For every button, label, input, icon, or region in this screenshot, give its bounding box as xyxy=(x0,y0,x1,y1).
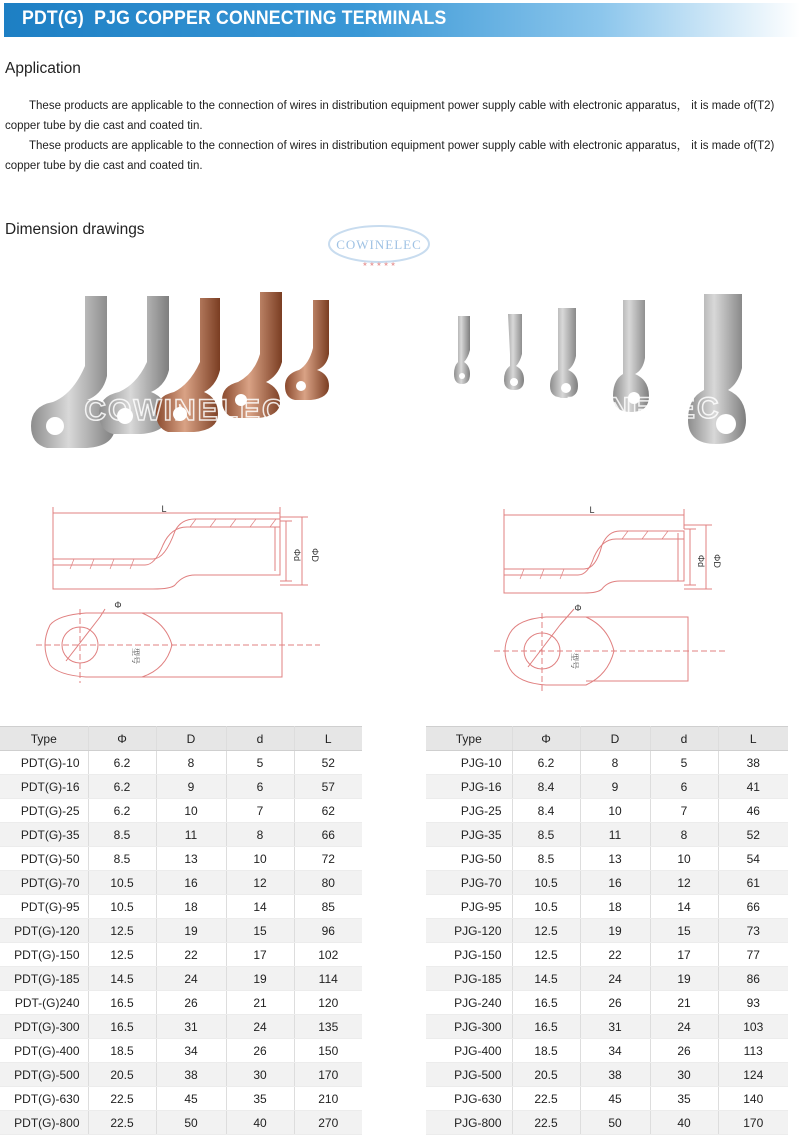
dimension-heading: Dimension drawings xyxy=(5,221,145,238)
brand-logo-text: COWINELEC xyxy=(336,237,422,252)
cell-phi: 16.5 xyxy=(88,1015,156,1039)
cell-length: 52 xyxy=(718,823,788,847)
table-row xyxy=(0,1063,362,1087)
photo-watermark: COWINELEC xyxy=(519,392,721,425)
cell-phi: 10.5 xyxy=(512,895,580,919)
cell-type: PDT(G)-300 xyxy=(0,1015,88,1039)
table-row xyxy=(426,775,788,799)
cell-type: PJG-800 xyxy=(426,1111,512,1135)
table-row xyxy=(426,991,788,1015)
cell-phi: 20.5 xyxy=(512,1063,580,1087)
page-title: PDT(G) PJG COPPER CONNECTING TERMINALS xyxy=(22,8,447,29)
cell-phi: 8.5 xyxy=(88,823,156,847)
table-row xyxy=(426,943,788,967)
hole-diameter-label: Φ xyxy=(114,600,122,610)
cell-d-inner: 24 xyxy=(226,1015,294,1039)
outer-diameter-label: ΦD xyxy=(712,554,722,568)
cell-d-inner: 35 xyxy=(650,1087,718,1111)
cell-phi: 22.5 xyxy=(512,1087,580,1111)
cell-d-inner: 12 xyxy=(650,871,718,895)
cell-phi: 6.2 xyxy=(88,799,156,823)
cell-d-outer: 16 xyxy=(580,871,650,895)
cell-d-outer: 24 xyxy=(580,967,650,991)
table-row xyxy=(426,799,788,823)
cell-d-outer: 38 xyxy=(580,1063,650,1087)
cell-length: 80 xyxy=(294,871,362,895)
cell-phi: 18.5 xyxy=(88,1039,156,1063)
cell-phi: 22.5 xyxy=(88,1087,156,1111)
cell-type: PJG-240 xyxy=(426,991,512,1015)
cell-d-inner: 7 xyxy=(650,799,718,823)
marking-label: 型号 xyxy=(570,653,579,669)
cell-d-inner: 5 xyxy=(226,751,294,775)
cell-d-inner: 5 xyxy=(650,751,718,775)
cell-d-outer: 34 xyxy=(156,1039,226,1063)
cell-d-inner: 7 xyxy=(226,799,294,823)
cell-d-inner: 14 xyxy=(226,895,294,919)
cell-length: 210 xyxy=(294,1087,362,1111)
cell-length: 62 xyxy=(294,799,362,823)
table-row xyxy=(426,1039,788,1063)
cell-type: PDT(G)-10 xyxy=(0,751,88,775)
column-header-d-inner: d xyxy=(650,727,718,751)
cell-d-outer: 16 xyxy=(156,871,226,895)
table-row xyxy=(426,1063,788,1087)
cell-d-outer: 9 xyxy=(156,775,226,799)
cell-type: PJG-95 xyxy=(426,895,512,919)
table-row xyxy=(0,967,362,991)
cell-length: 86 xyxy=(718,967,788,991)
pdt-spec-table xyxy=(0,726,362,1135)
cell-d-inner: 12 xyxy=(226,871,294,895)
cell-type: PDT(G)-16 xyxy=(0,775,88,799)
cell-length: 54 xyxy=(718,847,788,871)
cell-type: PDT-(G)240 xyxy=(0,991,88,1015)
pjg-product-photo xyxy=(448,292,793,457)
length-label: L xyxy=(161,504,167,514)
table-header-row xyxy=(426,727,788,751)
cell-d-inner: 15 xyxy=(650,919,718,943)
cell-length: 150 xyxy=(294,1039,362,1063)
cell-type: PJG-630 xyxy=(426,1087,512,1111)
svg-text:★ ★ ★ ★ ★: ★ ★ ★ ★ ★ xyxy=(362,262,396,268)
cell-length: 66 xyxy=(718,895,788,919)
table-row xyxy=(426,847,788,871)
cell-d-outer: 18 xyxy=(156,895,226,919)
cell-length: 73 xyxy=(718,919,788,943)
cell-phi: 22.5 xyxy=(512,1111,580,1135)
table-row xyxy=(426,1015,788,1039)
cell-type: PDT(G)-35 xyxy=(0,823,88,847)
table-row xyxy=(0,799,362,823)
cell-length: 41 xyxy=(718,775,788,799)
table-row xyxy=(0,919,362,943)
cell-length: 66 xyxy=(294,823,362,847)
application-heading: Application xyxy=(5,60,81,77)
cell-d-inner: 30 xyxy=(226,1063,294,1087)
cell-type: PDT(G)-95 xyxy=(0,895,88,919)
pjg-dimension-drawing xyxy=(492,505,792,710)
column-header-d-inner: d xyxy=(226,727,294,751)
cell-phi: 16.5 xyxy=(512,991,580,1015)
cell-type: PJG-185 xyxy=(426,967,512,991)
cell-length: 77 xyxy=(718,943,788,967)
cell-d-outer: 13 xyxy=(580,847,650,871)
cell-phi: 10.5 xyxy=(88,871,156,895)
cell-length: 38 xyxy=(718,751,788,775)
cell-phi: 22.5 xyxy=(88,1111,156,1135)
cell-d-inner: 26 xyxy=(226,1039,294,1063)
cell-type: PJG-25 xyxy=(426,799,512,823)
cell-d-outer: 45 xyxy=(156,1087,226,1111)
cell-d-inner: 6 xyxy=(226,775,294,799)
cell-d-inner: 10 xyxy=(226,847,294,871)
column-header-d-outer: D xyxy=(580,727,650,751)
cell-phi: 10.5 xyxy=(512,871,580,895)
cell-type: PDT(G)-185 xyxy=(0,967,88,991)
column-header-phi: Φ xyxy=(512,727,580,751)
cell-d-outer: 24 xyxy=(156,967,226,991)
cell-d-inner: 17 xyxy=(650,943,718,967)
table-row xyxy=(426,823,788,847)
cell-d-outer: 22 xyxy=(156,943,226,967)
table-row xyxy=(426,871,788,895)
cell-type: PJG-400 xyxy=(426,1039,512,1063)
cell-length: 46 xyxy=(718,799,788,823)
cell-phi: 8.4 xyxy=(512,775,580,799)
cell-d-outer: 50 xyxy=(580,1111,650,1135)
cell-type: PJG-150 xyxy=(426,943,512,967)
cell-d-inner: 21 xyxy=(650,991,718,1015)
cell-phi: 6.2 xyxy=(512,751,580,775)
cell-phi: 12.5 xyxy=(88,943,156,967)
cell-d-outer: 31 xyxy=(156,1015,226,1039)
cell-d-outer: 11 xyxy=(156,823,226,847)
cell-d-inner: 24 xyxy=(650,1015,718,1039)
cell-d-inner: 10 xyxy=(650,847,718,871)
cell-length: 114 xyxy=(294,967,362,991)
table-row xyxy=(0,1087,362,1111)
cell-type: PDT(G)-400 xyxy=(0,1039,88,1063)
cell-length: 170 xyxy=(718,1111,788,1135)
cell-d-outer: 19 xyxy=(580,919,650,943)
cell-d-inner: 40 xyxy=(650,1111,718,1135)
column-header-length: L xyxy=(294,727,362,751)
application-paragraph: These products are applicable to the connection of wires in distribution equipment power supply cable with electronic apparatus， it is made of(T2) copper tube by die cast and coated tin. xyxy=(5,140,775,172)
cell-type: PJG-70 xyxy=(426,871,512,895)
terminal-lug xyxy=(504,314,524,390)
cell-length: 85 xyxy=(294,895,362,919)
cell-d-outer: 50 xyxy=(156,1111,226,1135)
photo-watermark: COWINELEC xyxy=(84,394,286,427)
cell-d-inner: 26 xyxy=(650,1039,718,1063)
outer-diameter-label: ΦD xyxy=(310,548,320,562)
cell-phi: 16.5 xyxy=(88,991,156,1015)
terminal-lug xyxy=(285,300,329,400)
cell-d-inner: 8 xyxy=(650,823,718,847)
column-header-length: L xyxy=(718,727,788,751)
cell-length: 61 xyxy=(718,871,788,895)
cell-phi: 6.2 xyxy=(88,775,156,799)
table-row xyxy=(426,1111,788,1135)
cell-type: PJG-120 xyxy=(426,919,512,943)
cell-type: PDT(G)-25 xyxy=(0,799,88,823)
cell-length: 102 xyxy=(294,943,362,967)
hole-diameter-label: Φ xyxy=(574,603,582,613)
table-row xyxy=(426,751,788,775)
cell-d-outer: 11 xyxy=(580,823,650,847)
pdt-product-photo xyxy=(15,288,360,453)
cell-d-inner: 30 xyxy=(650,1063,718,1087)
cell-phi: 6.2 xyxy=(88,751,156,775)
cell-phi: 10.5 xyxy=(88,895,156,919)
table-row xyxy=(0,1039,362,1063)
table-header-row xyxy=(0,727,362,751)
cell-length: 93 xyxy=(718,991,788,1015)
terminal-lug xyxy=(550,308,578,398)
pjg-spec-table xyxy=(426,726,788,1135)
table-row xyxy=(426,967,788,991)
table-row xyxy=(0,847,362,871)
cell-phi: 16.5 xyxy=(512,1015,580,1039)
column-header-phi: Φ xyxy=(88,727,156,751)
table-row xyxy=(0,775,362,799)
cell-phi: 8.5 xyxy=(88,847,156,871)
table-row xyxy=(0,895,362,919)
column-header-d-outer: D xyxy=(156,727,226,751)
marking-label: 型号 xyxy=(131,648,140,664)
cell-phi: 8.4 xyxy=(512,799,580,823)
brand-logo xyxy=(325,222,433,270)
inner-diameter-label: Φd xyxy=(292,548,302,562)
cell-type: PDT(G)-800 xyxy=(0,1111,88,1135)
cell-d-outer: 38 xyxy=(156,1063,226,1087)
table-row xyxy=(0,823,362,847)
cell-length: 72 xyxy=(294,847,362,871)
cell-phi: 12.5 xyxy=(512,943,580,967)
cell-length: 170 xyxy=(294,1063,362,1087)
cell-phi: 14.5 xyxy=(88,967,156,991)
cell-type: PDT(G)-150 xyxy=(0,943,88,967)
cell-d-inner: 14 xyxy=(650,895,718,919)
cell-phi: 8.5 xyxy=(512,823,580,847)
table-row xyxy=(426,919,788,943)
cell-d-inner: 15 xyxy=(226,919,294,943)
cell-phi: 12.5 xyxy=(88,919,156,943)
cell-d-outer: 26 xyxy=(580,991,650,1015)
cell-type: PDT(G)-630 xyxy=(0,1087,88,1111)
cell-d-outer: 8 xyxy=(580,751,650,775)
inner-diameter-label: Φd xyxy=(696,554,706,568)
cell-length: 96 xyxy=(294,919,362,943)
cell-type: PDT(G)-70 xyxy=(0,871,88,895)
cell-type: PJG-35 xyxy=(426,823,512,847)
table-row xyxy=(0,751,362,775)
cell-length: 124 xyxy=(718,1063,788,1087)
table-row xyxy=(0,991,362,1015)
cell-phi: 14.5 xyxy=(512,967,580,991)
terminal-lug xyxy=(454,316,470,384)
cell-length: 270 xyxy=(294,1111,362,1135)
cell-length: 57 xyxy=(294,775,362,799)
cell-type: PDT(G)-500 xyxy=(0,1063,88,1087)
cell-type: PJG-16 xyxy=(426,775,512,799)
cell-type: PDT(G)-50 xyxy=(0,847,88,871)
column-header-type: Type xyxy=(0,727,88,751)
cell-d-outer: 13 xyxy=(156,847,226,871)
table-row xyxy=(426,895,788,919)
length-label: L xyxy=(589,505,595,515)
cell-d-inner: 19 xyxy=(650,967,718,991)
application-paragraph: These products are applicable to the connection of wires in distribution equipment power supply cable with electronic apparatus， it is made of(T2) copper tube by die cast and coated tin. xyxy=(5,100,775,132)
cell-d-outer: 10 xyxy=(156,799,226,823)
cell-phi: 18.5 xyxy=(512,1039,580,1063)
table-row xyxy=(0,1111,362,1135)
cell-type: PJG-500 xyxy=(426,1063,512,1087)
cell-d-outer: 26 xyxy=(156,991,226,1015)
table-row xyxy=(0,871,362,895)
cell-d-inner: 17 xyxy=(226,943,294,967)
table-row xyxy=(0,1015,362,1039)
cell-phi: 12.5 xyxy=(512,919,580,943)
cell-d-inner: 21 xyxy=(226,991,294,1015)
cell-phi: 20.5 xyxy=(88,1063,156,1087)
cell-type: PDT(G)-120 xyxy=(0,919,88,943)
cell-type: PJG-50 xyxy=(426,847,512,871)
cell-length: 120 xyxy=(294,991,362,1015)
cell-d-inner: 40 xyxy=(226,1111,294,1135)
cell-type: PJG-300 xyxy=(426,1015,512,1039)
cell-d-inner: 8 xyxy=(226,823,294,847)
cell-length: 135 xyxy=(294,1015,362,1039)
cell-d-outer: 34 xyxy=(580,1039,650,1063)
cell-length: 103 xyxy=(718,1015,788,1039)
cell-phi: 8.5 xyxy=(512,847,580,871)
cell-d-outer: 18 xyxy=(580,895,650,919)
cell-d-outer: 45 xyxy=(580,1087,650,1111)
title-banner xyxy=(4,3,800,37)
cell-d-inner: 35 xyxy=(226,1087,294,1111)
pdt-dimension-drawing xyxy=(30,505,330,710)
column-header-type: Type xyxy=(426,727,512,751)
cell-type: PJG-10 xyxy=(426,751,512,775)
table-row xyxy=(0,943,362,967)
cell-d-outer: 8 xyxy=(156,751,226,775)
cell-d-outer: 10 xyxy=(580,799,650,823)
cell-length: 140 xyxy=(718,1087,788,1111)
cell-length: 113 xyxy=(718,1039,788,1063)
cell-d-outer: 31 xyxy=(580,1015,650,1039)
cell-d-inner: 6 xyxy=(650,775,718,799)
cell-d-inner: 19 xyxy=(226,967,294,991)
cell-d-outer: 19 xyxy=(156,919,226,943)
cell-d-outer: 22 xyxy=(580,943,650,967)
cell-d-outer: 9 xyxy=(580,775,650,799)
table-row xyxy=(426,1087,788,1111)
cell-length: 52 xyxy=(294,751,362,775)
